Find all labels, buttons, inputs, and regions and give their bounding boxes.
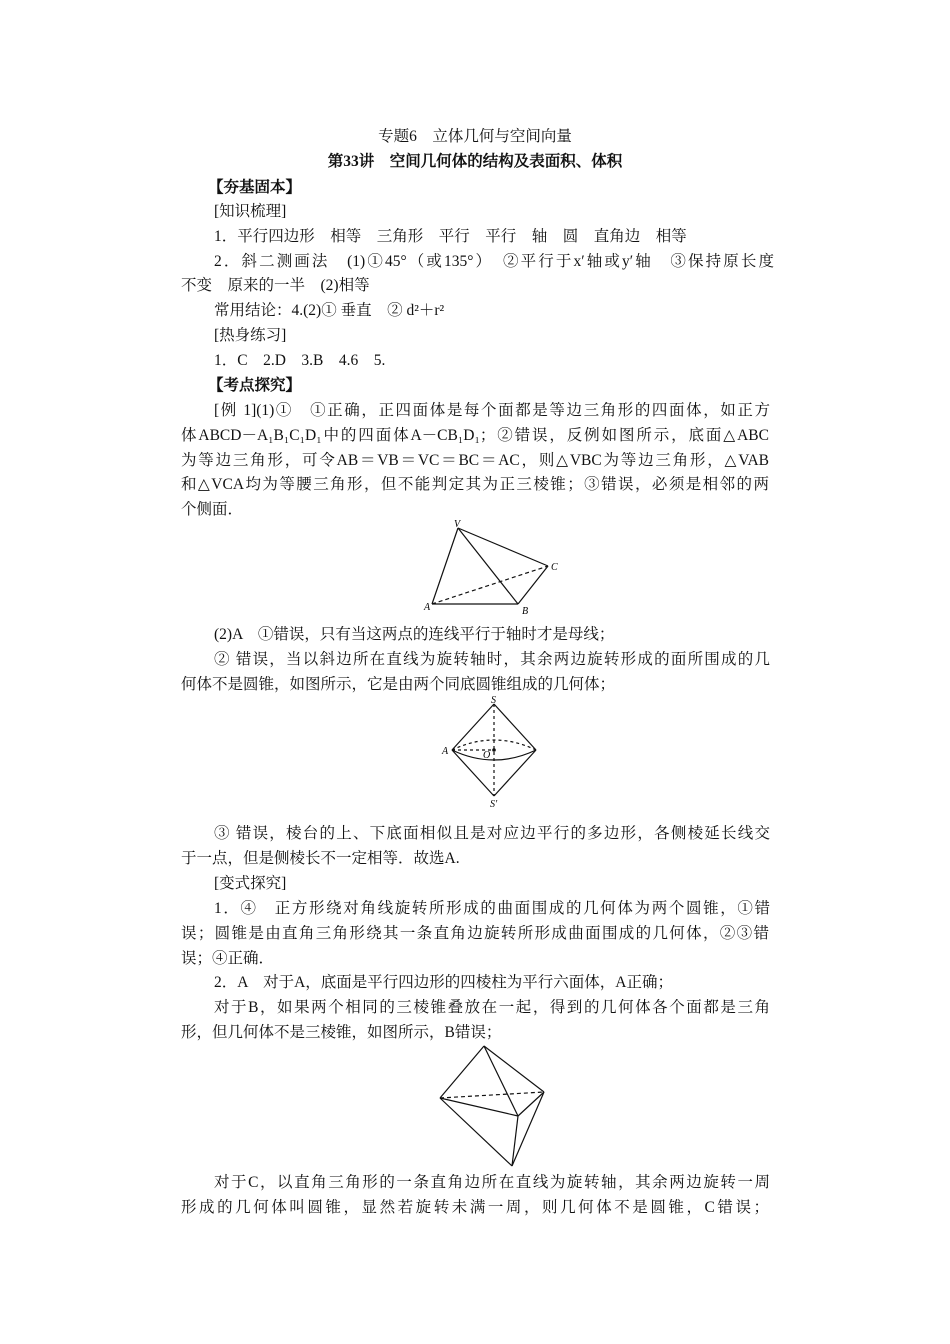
knowledge-line-2-cont: 不变 原来的一半 (2)相等 [181,277,370,294]
label-c: C [551,562,558,573]
lecture-title: 第33讲 空间几何体的结构及表面积、体积 [327,153,623,170]
example1-line-2: 体ABCD－A₁B₁C₁D₁中的四面体A－CB₁D₁；②错误，反例如图所示，底面△ABC [181,427,769,444]
example2-line-3: 何体不是圆锥，如图所示，它是由两个同底圆锥组成的几何体； [181,676,616,693]
label-a: A [442,746,449,757]
label-s: S [491,695,496,706]
variant1-line-3: 误；④正确． [181,950,275,967]
label-o: O [483,750,491,761]
example1-line-4: 和△VCA均为等腰三角形，但不能判定其为正三棱锥；③错误，必须是相邻的两 [181,476,769,493]
variant1-line-2: 误；圆锥是由直角三角形绕其一条直角边旋转所形成曲面围成的几何体，②③错 [181,925,769,942]
label-s-prime: S′ [490,799,498,810]
example2-line-2: ② 错误，当以斜边所在直线为旋转轴时，其余两边旋转形成的面所围成的几 [214,651,770,668]
common-conclusion: 常用结论：4.(2)① 垂直 ② d²＋r² [214,302,445,319]
variant2-line-4: 对于C，以直角三角形的一条直角边所在直线为旋转轴，其余两边旋转一周 [214,1174,770,1191]
variant2-line-1: 2．A 对于A，底面是平行四边形的四棱柱为平行六面体，A正确； [214,974,673,991]
section-title-explore: 【考点探究】 [208,377,302,394]
label-v: V [454,519,461,530]
variant2-line-5: 形成的几何体叫圆锥，显然若旋转未满一周，则几何体不是圆锥，C错误； [181,1199,769,1216]
double-cone-figure [438,694,548,810]
example2-line-5: 于一点，但是侧棱长不一定相等．故选A. [181,850,460,867]
example2-line-4: ③ 错误，棱台的上、下底面相似且是对应边平行的多边形，各侧棱延长线交 [214,825,770,842]
pyramid-figure [420,518,565,618]
variant2-line-2: 对于B，如果两个相同的三棱锥叠放在一起，得到的几何体各个面都是三角 [214,999,770,1016]
label-a: A [424,602,431,613]
variant2-line-3: 形，但几何体不是三棱锥，如图所示，B错误； [181,1024,502,1041]
bipyramid-figure [432,1042,552,1170]
chapter-title: 专题6 立体几何与空间向量 [378,128,572,145]
example2-line-1: (2)A ①错误，只有当这两点的连线平行于轴时才是母线； [214,626,615,643]
warmup-answers: 1．C 2.D 3.B 4.6 5. [214,352,386,369]
example1-line-3: 为等边三角形，可令AB＝VB＝VC＝BC＝AC，则△VBC为等边三角形，△VAB [181,452,769,469]
label-b: B [522,606,529,617]
knowledge-line-1: 1．平行四边形 相等 三角形 平行 平行 轴 圆 直角边 相等 [214,228,687,245]
section-title-basics: 【夯基固本】 [208,179,302,196]
variant1-line-1: 1．④ 正方形绕对角线旋转所形成的曲面围成的几何体为两个圆锥，①错 [214,900,770,917]
subsection-warmup: [热身练习] [214,327,287,344]
subsection-variant: [变式探究] [214,875,287,892]
example1-line-5: 个侧面． [181,501,244,518]
knowledge-line-2: 2．斜二测画法 (1)①45°（或135°） ②平行于x′轴或y′轴 ③保持原长度 [214,253,774,270]
subsection-knowledge: [知识梳理] [214,203,287,220]
example1-line-1: [例 1](1)① ①正确，正四面体是每个面都是等边三角形的四面体，如正方 [214,402,770,419]
